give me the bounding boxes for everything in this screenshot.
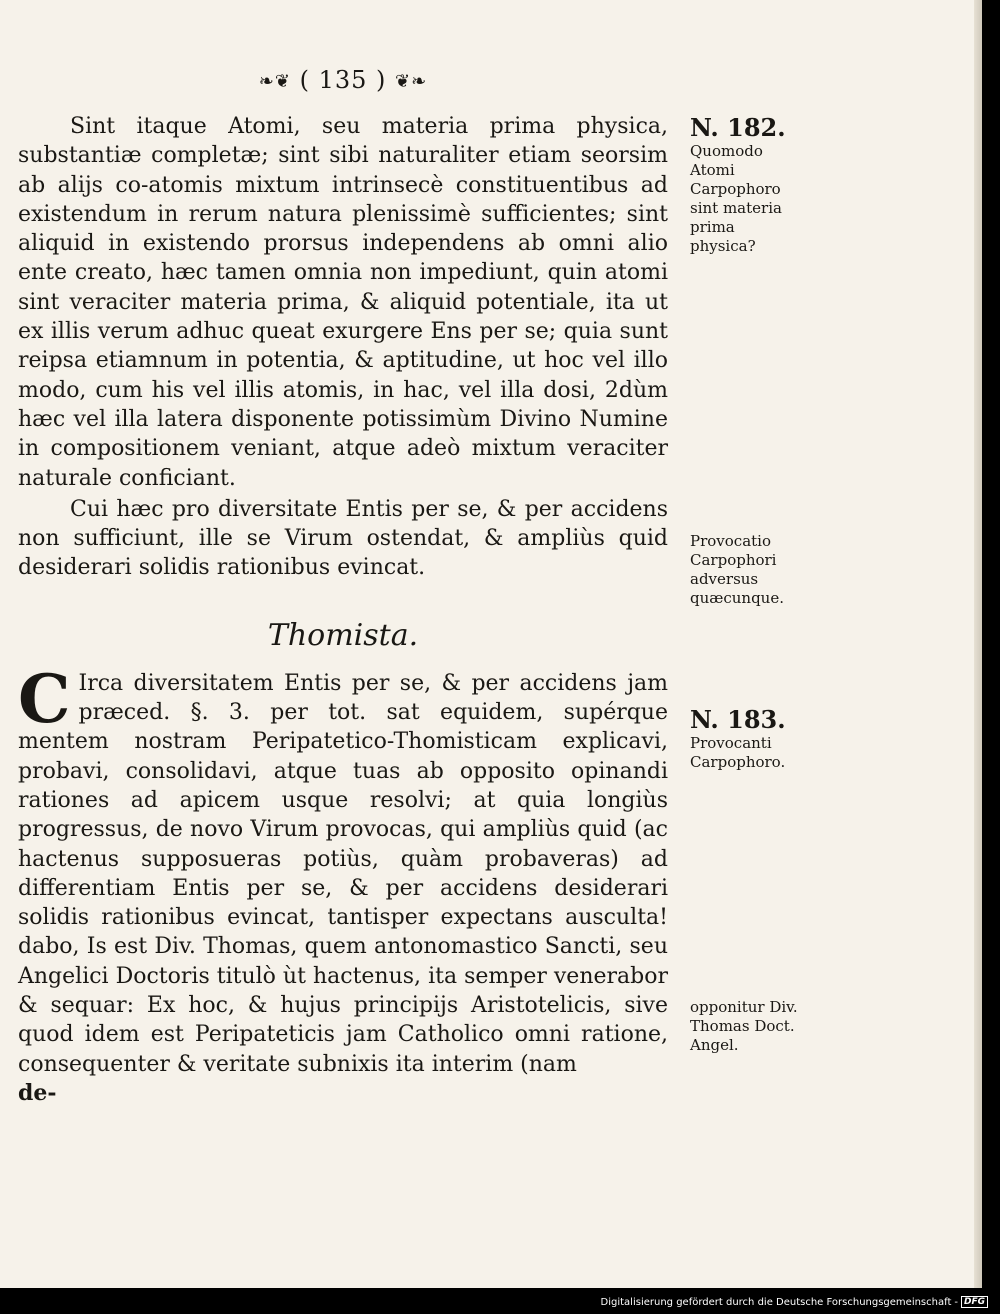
paragraph-3-text: Irca diversitatem Entis per se, & per accidens jam præced. §. 3. per tot. sat equidem, supérque mentem nostram Peripatetico-Thomisticam explicavi, probavi, consolidavi, atque tuas ab opposito opinandi rationes ad apicem usque resolvi; at quia longiùs progressus, de novo Virum provocas, qui ampliùs quid (ac hactenus supposueras potiùs, quàm probaveras) ad differentiam Entis per se, & per accidens desiderari solidis rationibus evincat, tantisper expectans ausculta! dabo, Is est Div. Thomas, quem antonomastico Sancti, seu Angelici Doctoris titulò ùt hactenus, ita semper venerabor & sequar: Ex hoc, & hujus principijs Aristotelicis, sive quod idem est Peripateticis jam Catholico omni ratione, consequenter & veritate subnixis ita interim (nam [18, 670, 668, 1077]
footer-separator: - [954, 1296, 958, 1308]
dfg-logo-icon: DFG [961, 1296, 988, 1308]
margin-note-182 [690, 114, 800, 256]
page-edge [974, 0, 982, 1288]
margin-note-provocatio [690, 532, 800, 608]
digitization-footer [601, 1296, 988, 1308]
footer-credit: Digitalisierung gefördert durch die Deutsche Forschungsgemeinschaft [600, 1296, 952, 1308]
margin-note-number: N. 183. [690, 705, 786, 734]
section-heading: Thomista. [267, 617, 419, 653]
page-number: ( 135 ) [299, 66, 387, 94]
margin-note-text: Quomodo Atomi Carpophoro sint materia prima physica? [690, 142, 782, 255]
paragraph-2: Cui hæc pro diversitate Entis per se, & per accidens non sufficiunt, ille se Virum ostendat, & ampliùs quid desiderari solidis rationibus evincat. [18, 496, 668, 581]
paragraph-3 [18, 659, 668, 1079]
main-text-column [18, 112, 668, 1108]
margin-note-number: N. 182. [690, 113, 786, 142]
margin-note-text: Provocatio Carpophori adversus quæcunque. [690, 532, 784, 607]
margin-note-text: Provocanti Carpophoro. [690, 734, 786, 771]
margin-note-183 [690, 706, 800, 772]
catchword: de- [18, 1079, 57, 1106]
paragraph-1: Sint itaque Atomi, seu materia prima physica, substantiæ completæ; sint sibi naturaliter etiam seorsim ab alijs co-atomis mixtum intrinsecè constituentibus ad existendum in rerum natura plenissimè sufficientes; sint aliquid in existendo prorsus independens ab omni alio ente creato, hæc tamen omnia non impediunt, quin atomi sint veraciter materia prima, & aliquid potentiale, ita ut ex illis verum adhuc queat exurgere Ens per se; quia sunt reipsa etiamnum in potentia, & aptitudine, ut hoc vel illo modo, cum his vel illis atomis, in hac, vel illa dosi, 2dùm hæc vel illa latera disponente potissimùm Divino Numine in compositionem veniant, atque adeò mixtum veraciter naturale conficiant. [18, 114, 668, 491]
ornament-right-icon: ❦❧ [395, 71, 428, 92]
drop-initial: C [18, 659, 71, 738]
margin-note-text: opponitur Div. Thomas Doct. Angel. [690, 998, 798, 1054]
margin-note-opponitur [690, 998, 800, 1055]
ornament-left-icon: ❧❦ [258, 71, 291, 92]
page-number-header [248, 66, 438, 94]
